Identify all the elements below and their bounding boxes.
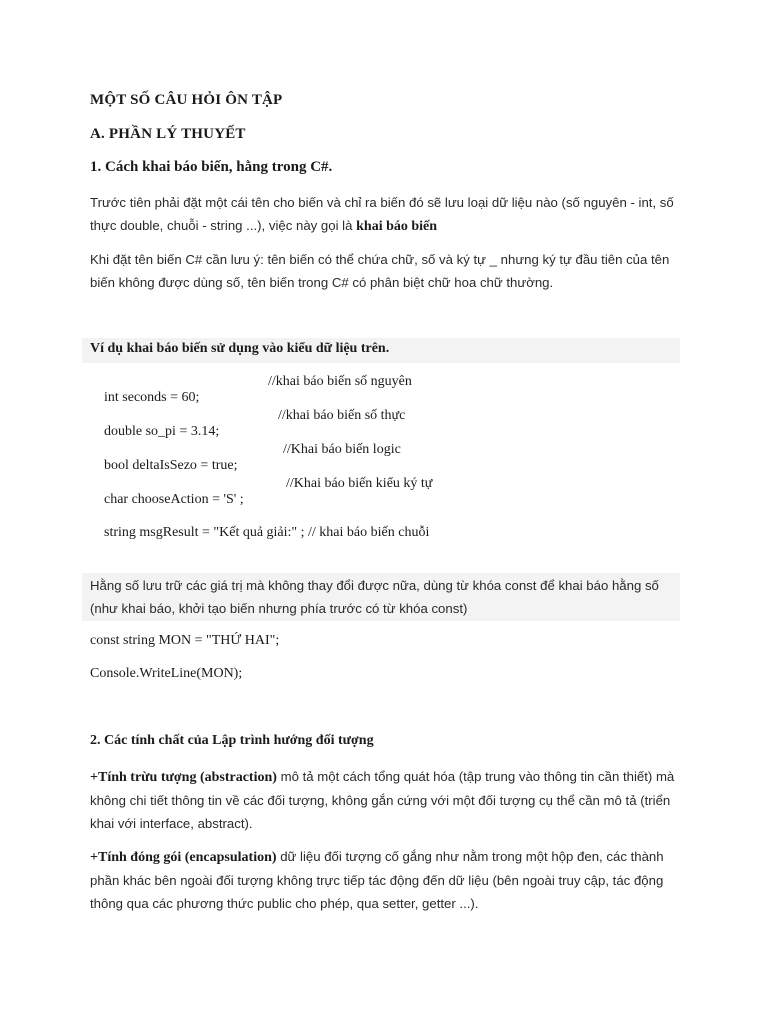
code-text: int seconds = 60;	[104, 390, 200, 405]
const-code-line: const string MON = "THỨ HAI";	[90, 633, 280, 648]
console-code-line: Console.WriteLine(MON);	[90, 666, 243, 681]
encapsulation-text: dữ liệu đối tượng cố gắng như nằm trong một hộp đen, các thành phần khác bên ngoài đối tượng không trực tiếp tác động đến dữ liệu (bên ngoài truy cập, tác động thông qua các phương thức public cho phép, qua setter, getter ...).	[90, 849, 664, 911]
code-text: char chooseAction = 'S' ;	[104, 492, 244, 507]
abstraction-text: mô tả một cách tổng quát hóa (tập trung vào thông tin cần thiết) mà không chi tiết thông tin về các đối tượng, không gắn cứng với một đối tượng cụ thể cần mô tả (triển khai với interface, abstract).	[90, 769, 675, 831]
encapsulation-lead: +Tính đóng gói (encapsulation)	[90, 850, 277, 865]
document-title: MỘT SỐ CÂU HỎI ÔN TẬP	[90, 92, 283, 108]
abstraction-lead: +Tính trừu tượng (abstraction)	[90, 770, 277, 785]
variable-intro-paragraph	[90, 191, 690, 238]
code-comment: //Khai báo biến logic	[283, 442, 401, 457]
code-comment: //khai báo biến số thực	[278, 408, 406, 423]
code-text: bool deltaIsSezo = true;	[104, 458, 238, 473]
code-text: string msgResult = "Kết quả giải:" ; // khai báo biến chuỗi	[104, 525, 430, 540]
code-comment: //khai báo biến số nguyên	[268, 374, 412, 389]
section-heading-theory: A. PHẦN LÝ THUYẾT	[90, 126, 246, 142]
code-comment: //Khai báo biến kiểu ký tự	[286, 476, 433, 491]
code-text: double so_pi = 3.14;	[104, 424, 220, 439]
encapsulation-paragraph	[90, 845, 690, 915]
example-title: Ví dụ khai báo biến sử dụng vào kiểu dữ liệu trên.	[90, 341, 390, 356]
variable-intro-bold: khai báo biến	[356, 219, 438, 234]
variable-intro-text: Trước tiên phải đặt một cái tên cho biến và chỉ ra biến đó sẽ lưu loại dữ liệu nào (số nguyên - int, số thực double, chuỗi - string ...), việc này gọi là	[90, 195, 674, 233]
code-line-string	[90, 509, 429, 557]
question-2-heading: 2. Các tính chất của Lập trình hướng đối tượng	[90, 733, 374, 748]
const-paragraph: Hằng số lưu trữ các giá trị mà không thay đổi được nữa, dùng từ khóa const để khai báo hằng số (như khai báo, khởi tạo biến nhưng phía trước có từ khóa const)	[90, 578, 659, 616]
question-1-heading: 1. Cách khai báo biến, hằng trong C#.	[90, 159, 333, 175]
abstraction-paragraph	[90, 765, 690, 835]
variable-naming-paragraph: Khi đặt tên biến C# cần lưu ý: tên biến có thể chứa chữ, số và ký tự _ nhưng ký tự đầu tiên của tên biến không được dùng số, tên biến trong C# có phân biệt chữ hoa chữ thường.	[90, 252, 670, 290]
